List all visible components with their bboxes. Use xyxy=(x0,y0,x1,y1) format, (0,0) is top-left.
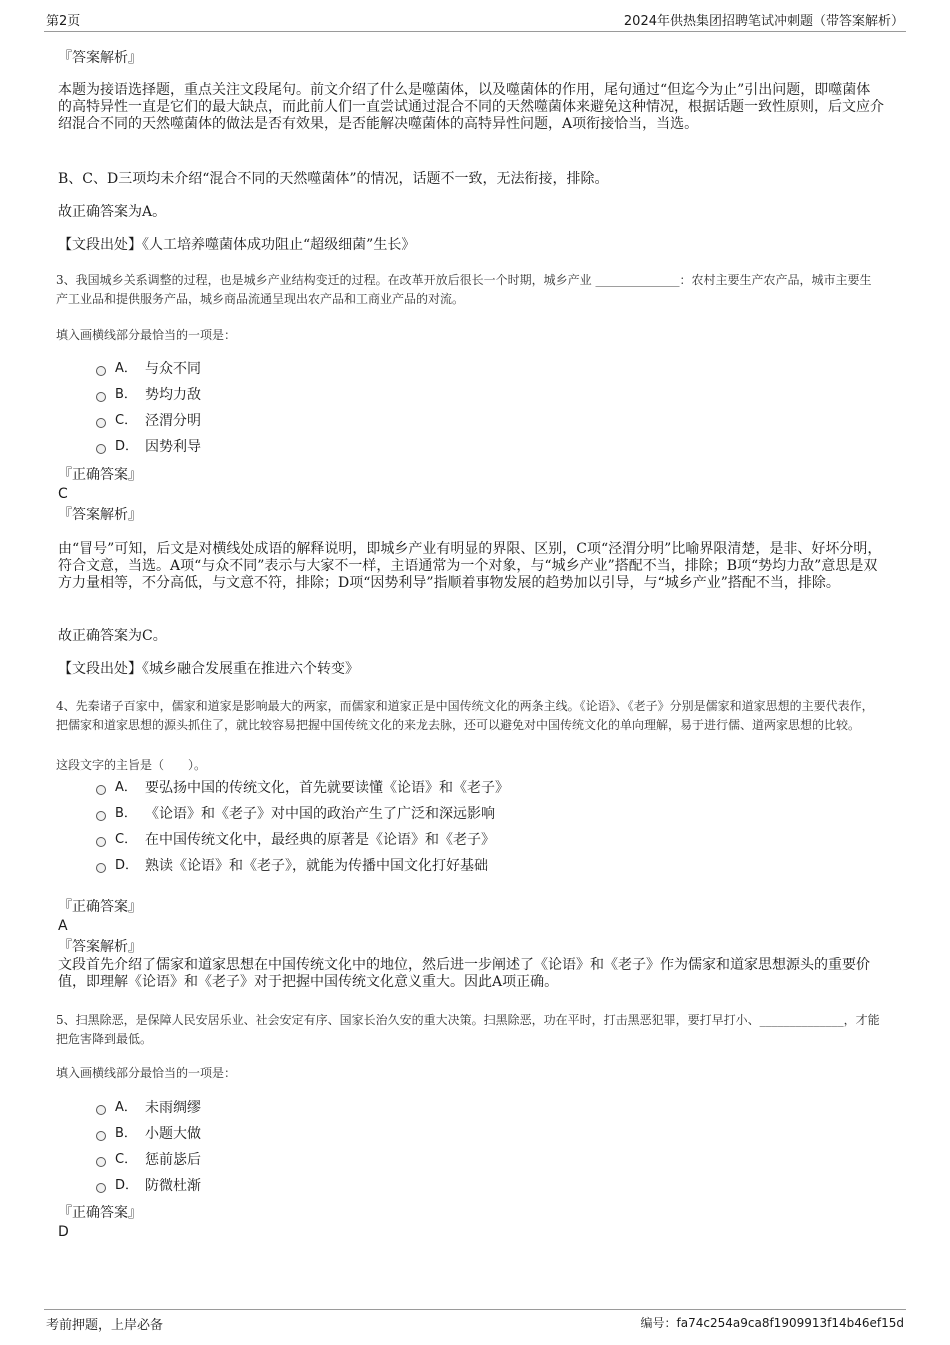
q3-option-d[interactable]: D． 因势利导 xyxy=(96,438,201,456)
q4-analysis-label: 『答案解析』 xyxy=(58,939,142,955)
q3-analysis-label: 『答案解析』 xyxy=(58,507,142,523)
q4-answer-label: 『正确答案』 xyxy=(58,899,142,915)
q2-conclusion: 故正确答案为A。 xyxy=(58,204,167,220)
q2-analysis-label: 『答案解析』 xyxy=(58,50,142,66)
q3-option-b[interactable]: B． 势均力敌 xyxy=(96,386,201,404)
q4-option-d[interactable]: D． 熟读《论语》和《老子》，就能为传播中国文化打好基础 xyxy=(96,857,488,875)
q5-option-d[interactable]: D． 防微杜渐 xyxy=(96,1177,201,1195)
radio-icon[interactable] xyxy=(96,811,106,821)
q2-exclusion-text: B、C、D三项均未介绍“混合不同的天然噬菌体”的情况，话题不一致，无法衔接，排除。 xyxy=(58,171,609,187)
radio-icon[interactable] xyxy=(96,1157,106,1167)
radio-icon[interactable] xyxy=(96,444,106,454)
q5-answer-label: 『正确答案』 xyxy=(58,1205,142,1221)
radio-icon[interactable] xyxy=(96,1131,106,1141)
q4-question-text: 4、先秦诸子百家中，儒家和道家是影响最大的两家，而儒家和道家正是中国传统文化的两条主线。《论语》、《老子》分别是儒家和道家思想的主要代表作，把儒家和道家思想的源头抓住了，就比较容易把握中国传统文化的来龙去脉，还可以避免对中国传统文化的单向理解，易于进行儒、道两家思想的比较。 xyxy=(56,699,874,732)
q3-source: 【文段出处】《城乡融合发展重在推进六个转变》 xyxy=(58,661,359,677)
q4-option-a[interactable]: A． 要弘扬中国的传统文化，首先就要读懂《论语》和《老子》 xyxy=(96,779,509,797)
q3-prompt: 填入画横线部分最恰当的一项是： xyxy=(56,328,237,342)
radio-icon[interactable] xyxy=(96,837,106,847)
q2-source: 【文段出处】《人工培养噬菌体成功阻止“超级细菌”生长》 xyxy=(58,237,416,253)
document-serial: 编号：fa74c254a9ca8f1909913f14b46ef15d xyxy=(640,1316,904,1330)
radio-icon[interactable] xyxy=(96,418,106,428)
q3-conclusion: 故正确答案为C。 xyxy=(58,628,167,644)
radio-icon[interactable] xyxy=(96,1105,106,1115)
q4-prompt: 这段文字的主旨是（ ）。 xyxy=(56,758,207,772)
q5-option-b[interactable]: B． 小题大做 xyxy=(96,1125,201,1143)
q3-answer-label: 『正确答案』 xyxy=(58,467,142,483)
radio-icon[interactable] xyxy=(96,785,106,795)
q3-answer: C xyxy=(58,486,68,502)
page-number: 第2页 xyxy=(46,14,81,29)
radio-icon[interactable] xyxy=(96,863,106,873)
footer-divider xyxy=(44,1309,906,1310)
q2-analysis-text: 本题为接语选择题，重点关注文段尾句。前文介绍了什么是噬菌体，以及噬菌体的作用，尾句通过“但迄今为止”引出问题，即噬菌体的高特异性一直是它们的最大缺点，而此前人们一直尝试通过混合不同的天然噬菌体来避免这种情况，根据话题一致性原则，后文应介绍混合不同的天然噬菌体的做法是否有效果，是否能解决噬菌体的高特异性问题，A项衔接恰当，当选。 xyxy=(58,82,884,132)
q5-answer: D xyxy=(58,1224,69,1240)
radio-icon[interactable] xyxy=(96,366,106,376)
q4-option-b[interactable]: B． 《论语》和《老子》对中国的政治产生了广泛和深远影响 xyxy=(96,805,495,823)
q5-question-text: 5、扫黑除恶，是保障人民安居乐业、社会安定有序、国家长治久安的重大决策。扫黑除恶，功在平时，打击黑恶犯罪，要打早打小、______________，才能把危害降到最低。 xyxy=(56,1013,880,1046)
q5-prompt: 填入画横线部分最恰当的一项是： xyxy=(56,1066,237,1080)
q4-analysis-text: 文段首先介绍了儒家和道家思想在中国传统文化中的地位，然后进一步阐述了《论语》和《老子》作为儒家和道家思想源头的重要价值，即理解《论语》和《老子》对于把握中国传统文化意义重大。因此A项正确。 xyxy=(58,957,870,990)
radio-icon[interactable] xyxy=(96,392,106,402)
header-divider xyxy=(44,31,906,32)
q3-option-a[interactable]: A． 与众不同 xyxy=(96,360,201,378)
document-title: 2024年供热集团招聘笔试冲刺题（带答案解析） xyxy=(623,14,904,29)
radio-icon[interactable] xyxy=(96,1183,106,1193)
q5-option-a[interactable]: A． 未雨绸缪 xyxy=(96,1099,201,1117)
q4-answer: A xyxy=(58,918,68,934)
footer-slogan: 考前押题，上岸必备 xyxy=(46,1318,164,1333)
q4-option-c[interactable]: C． 在中国传统文化中，最经典的原著是《论语》和《老子》 xyxy=(96,831,495,849)
q3-question-text: 3、我国城乡关系调整的过程，也是城乡产业结构变迁的过程。在改革开放后很长一个时期，城乡产业 ______________：农村主要生产农产品，城市主要生产工业品和提供服务产品，城乡商品流通呈现出农产品和工商业产品的对流。 xyxy=(56,273,872,306)
q5-option-c[interactable]: C． 惩前毖后 xyxy=(96,1151,201,1169)
q3-analysis-text: 由“冒号”可知，后文是对横线处成语的解释说明，即城乡产业有明显的界限、区别，C项“泾渭分明”比喻界限清楚，是非、好坏分明，符合文意，当选。A项“与众不同”表示与大家不一样，主语通常为一个对象，与“城乡产业”搭配不当，排除；B项“势均力敌”意思是双方力量相等，不分高低，与文意不符，排除；D项“因势利导”指顺着事物发展的趋势加以引导，与“城乡产业”搭配不当，排除。 xyxy=(58,541,882,591)
q3-option-c[interactable]: C． 泾渭分明 xyxy=(96,412,201,430)
